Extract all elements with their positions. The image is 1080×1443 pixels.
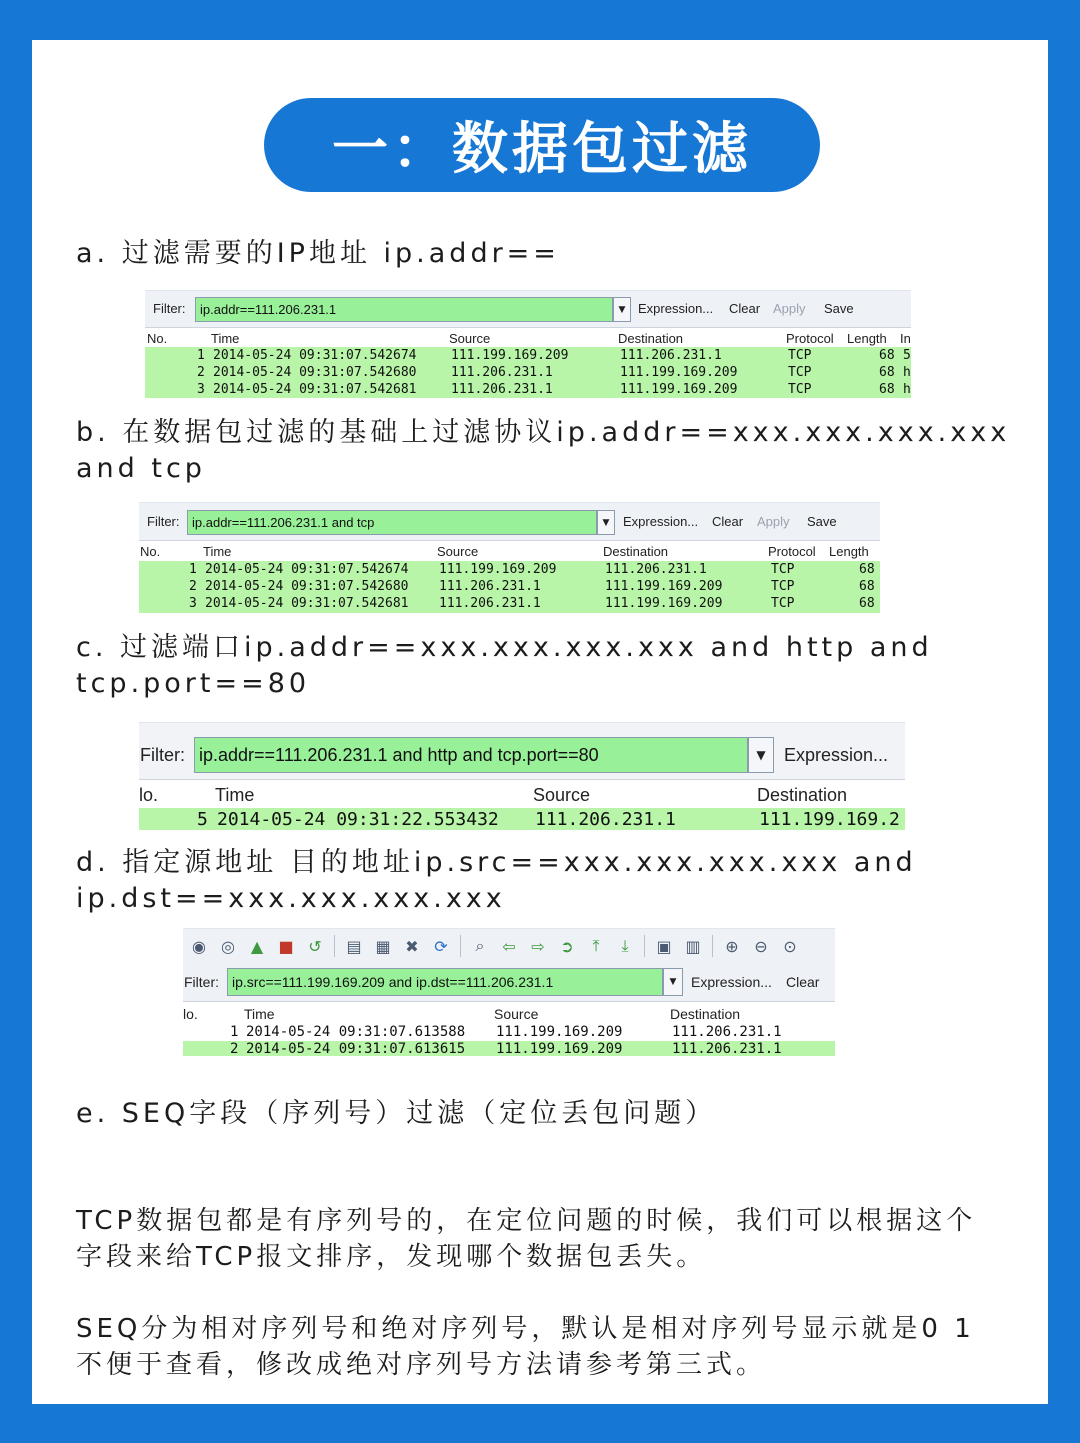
column-length[interactable]: Length: [847, 331, 887, 346]
cell-source: 111.206.231.1: [451, 365, 553, 380]
column-time[interactable]: Time: [215, 785, 255, 805]
column-protocol[interactable]: Protocol: [768, 544, 816, 559]
cell-length: 68: [879, 348, 895, 363]
cell-length: 68: [879, 382, 895, 397]
cell-destination: 111.206.231.1: [672, 1024, 782, 1040]
table-row[interactable]: [145, 381, 911, 398]
colorize-icon[interactable]: ▣: [656, 936, 672, 956]
section-d-heading-line1: d. 指定源地址 目的地址ip.src==xxx.xxx.xxx.xxx and: [76, 847, 917, 878]
cell-source: 111.206.231.1: [535, 809, 676, 830]
expression-button[interactable]: Expression...: [784, 745, 889, 765]
clear-button[interactable]: Clear: [729, 301, 761, 316]
autoscroll-icon[interactable]: ▥: [685, 936, 701, 956]
column-time[interactable]: Time: [203, 544, 232, 559]
column-no[interactable]: No.: [147, 331, 168, 346]
cell-destination: 111.206.231.1: [605, 562, 707, 577]
cell-no: 3: [189, 596, 197, 611]
section-c-heading-line2: tcp.port==80: [76, 668, 311, 699]
cell-protocol: TCP: [788, 365, 812, 380]
column-source[interactable]: Source: [533, 785, 591, 805]
cell-destination: 111.199.169.209: [620, 382, 738, 397]
column-time[interactable]: Time: [244, 1006, 275, 1022]
filter-dropdown-button[interactable]: [748, 737, 774, 773]
cell-no: 1: [230, 1024, 239, 1040]
section-c-heading-line1: c. 过滤端口ip.addr==xxx.xxx.xxx.xxx and http and: [76, 632, 933, 663]
save-file-icon[interactable]: ▦: [375, 936, 391, 956]
chevron-down-icon: ▼: [669, 977, 677, 987]
open-file-icon[interactable]: ▤: [346, 936, 362, 956]
page-card: [32, 40, 1048, 1404]
column-length[interactable]: Length: [829, 544, 869, 559]
cell-destination: 111.199.169.209: [605, 596, 723, 611]
packet-list-header: [139, 543, 880, 561]
paragraph-2-line2: 不便于查看，修改成绝对序列号方法请参考第三式。: [76, 1350, 767, 1380]
table-row[interactable]: [139, 578, 880, 595]
wireshark-panel-a: [145, 290, 911, 397]
column-no[interactable]: No.: [140, 544, 161, 559]
table-row[interactable]: [145, 347, 911, 364]
cell-destination: 111.199.169.209: [605, 579, 723, 594]
filter-toolbar: [139, 503, 880, 541]
table-row[interactable]: [139, 561, 880, 578]
last-packet-icon[interactable]: ⤓: [621, 936, 629, 955]
cell-protocol: TCP: [788, 382, 812, 397]
filter-toolbar: [183, 963, 835, 1002]
cell-time: 2014-05-24 09:31:07.542680: [213, 365, 417, 380]
cell-destination: 111.199.169.2: [759, 809, 900, 830]
options-icon[interactable]: ◎: [221, 936, 235, 956]
expression-button[interactable]: Expression...: [638, 301, 714, 316]
section-b-heading-line2: and tcp: [76, 453, 206, 484]
packet-list-header: [145, 329, 911, 347]
interfaces-icon[interactable]: ◉: [192, 936, 206, 956]
filter-dropdown-button[interactable]: [613, 297, 631, 322]
expression-button[interactable]: Expression...: [691, 974, 772, 990]
cell-no: 1: [197, 348, 205, 363]
wireshark-panel-c: [139, 722, 905, 830]
packet-list-header: [183, 1005, 835, 1023]
column-protocol[interactable]: Protocol: [786, 331, 834, 346]
reload-icon[interactable]: ⟳: [434, 936, 448, 956]
cell-length: 68: [859, 579, 875, 594]
cell-no: 5: [197, 809, 208, 830]
cell-time: 2014-05-24 09:31:07.542681: [205, 596, 409, 611]
wireshark-panel-b: [139, 502, 880, 613]
apply-button[interactable]: Apply: [757, 514, 790, 529]
filter-input[interactable]: ip.addr==111.206.231.1 and http and tcp.port==80: [194, 737, 748, 773]
cell-source: 111.206.231.1: [451, 382, 553, 397]
cell-time: 2014-05-24 09:31:07.542674: [205, 562, 409, 577]
cell-no: 1: [189, 562, 197, 577]
cell-time: 2014-05-24 09:31:07.542674: [213, 348, 417, 363]
chevron-down-icon: ▼: [602, 517, 610, 528]
go-forward-icon[interactable]: ⇨: [531, 936, 545, 956]
cell-source: 111.199.169.209: [439, 562, 557, 577]
cell-destination: 111.206.231.1: [672, 1041, 782, 1057]
column-source[interactable]: Source: [494, 1006, 539, 1022]
filter-label: Filter:: [140, 745, 185, 765]
column-destination[interactable]: Destination: [670, 1006, 741, 1022]
cell-length: 68: [859, 562, 875, 577]
toolbar-divider: [644, 935, 645, 957]
main-toolbar: [183, 929, 835, 964]
table-row[interactable]: [183, 1023, 835, 1041]
filter-label: Filter:: [153, 301, 186, 316]
column-destination[interactable]: Destination: [618, 331, 684, 346]
cell-time: 2014-05-24 09:31:07.613588: [246, 1024, 466, 1040]
start-capture-icon[interactable]: ▲: [250, 936, 264, 956]
filter-input[interactable]: ip.addr==111.206.231.1 and tcp: [187, 510, 597, 535]
cell-protocol: TCP: [771, 579, 795, 594]
cell-protocol: TCP: [771, 596, 795, 611]
cell-protocol: TCP: [771, 562, 795, 577]
filter-toolbar: [139, 723, 905, 780]
packet-list-header: [139, 783, 905, 807]
find-icon[interactable]: ⌕: [475, 936, 485, 955]
table-row[interactable]: [139, 808, 905, 830]
toolbar-divider: [712, 935, 713, 957]
column-destination[interactable]: Destination: [757, 785, 848, 805]
cell-length: 68: [859, 596, 875, 611]
restart-capture-icon[interactable]: ↺: [308, 936, 322, 956]
chevron-down-icon: ▼: [756, 748, 766, 762]
zoom-normal-icon[interactable]: ⊙: [783, 936, 797, 956]
column-time[interactable]: Time: [211, 331, 240, 346]
apply-button[interactable]: Apply: [773, 301, 806, 316]
column-info[interactable]: In: [900, 331, 911, 346]
cell-source: 111.206.231.1: [439, 596, 541, 611]
filter-label: Filter:: [147, 514, 180, 529]
cell-no: 2: [230, 1041, 239, 1057]
section-a-heading: a. 过滤需要的IP地址 ip.addr==: [76, 238, 560, 269]
cell-time: 2014-05-24 09:31:22.553432: [217, 809, 499, 830]
cell-source: 111.206.231.1: [439, 579, 541, 594]
paragraph-1-line1: TCP数据包都是有序列号的，在定位问题的时候，我们可以根据这个: [76, 1206, 977, 1236]
cell-time: 2014-05-24 09:31:07.542681: [213, 382, 417, 397]
filter-input[interactable]: ip.addr==111.206.231.1: [195, 297, 613, 322]
filter-dropdown-button[interactable]: [597, 510, 615, 535]
zoom-in-icon[interactable]: ⊕: [725, 936, 739, 956]
save-button[interactable]: Save: [807, 514, 837, 529]
stop-capture-icon[interactable]: ■: [278, 936, 294, 956]
cell-time: 2014-05-24 09:31:07.542680: [205, 579, 409, 594]
zoom-out-icon[interactable]: ⊖: [754, 936, 768, 956]
cell-length: 68: [879, 365, 895, 380]
section-e-heading: e. SEQ字段（序列号）过滤（定位丢包问题）: [76, 1098, 717, 1129]
cell-info: h: [903, 365, 911, 380]
filter-input[interactable]: ip.src==111.199.169.209 and ip.dst==111.206.231.1: [227, 968, 663, 996]
cell-no: 2: [189, 579, 197, 594]
cell-destination: 111.206.231.1: [620, 348, 722, 363]
cell-source: 111.199.169.209: [451, 348, 569, 363]
column-destination[interactable]: Destination: [603, 544, 669, 559]
go-back-icon[interactable]: ⇦: [502, 936, 516, 956]
page-title: 一：数据包过滤: [332, 117, 752, 182]
paragraph-2-line1: SEQ分为相对序列号和绝对序列号，默认是相对序列号显示就是0 1: [76, 1314, 975, 1344]
cell-destination: 111.199.169.209: [620, 365, 738, 380]
wireshark-panel-d: [183, 928, 835, 1056]
column-source[interactable]: Source: [449, 331, 491, 346]
cell-info: h: [903, 382, 911, 397]
first-packet-icon[interactable]: ⤒: [592, 936, 600, 955]
expression-button[interactable]: Expression...: [623, 514, 699, 529]
cell-source: 111.199.169.209: [496, 1041, 623, 1057]
save-button[interactable]: Save: [824, 301, 854, 316]
paragraph-1-line2: 字段来给TCP报文排序，发现哪个数据包丢失。: [76, 1242, 707, 1272]
section-b-heading-line1: b. 在数据包过滤的基础上过滤协议ip.addr==xxx.xxx.xxx.xxx: [76, 417, 1011, 448]
cell-no: 3: [197, 382, 205, 397]
cell-time: 2014-05-24 09:31:07.613615: [246, 1041, 466, 1057]
filter-label: Filter:: [184, 974, 219, 990]
table-row[interactable]: [183, 1041, 835, 1056]
cell-source: 111.199.169.209: [496, 1024, 623, 1040]
close-file-icon[interactable]: ✖: [405, 936, 419, 956]
toolbar-divider: [460, 935, 461, 957]
chevron-down-icon: ▼: [618, 304, 626, 315]
toolbar-divider: [334, 935, 335, 957]
cell-info: 5: [903, 348, 911, 363]
table-row[interactable]: [145, 364, 911, 381]
cell-no: 2: [197, 365, 205, 380]
filter-dropdown-button[interactable]: [663, 968, 683, 996]
clear-button[interactable]: Clear: [786, 974, 820, 990]
column-source[interactable]: Source: [437, 544, 479, 559]
column-no[interactable]: lo.: [139, 785, 159, 805]
clear-button[interactable]: Clear: [712, 514, 744, 529]
table-row[interactable]: [139, 595, 880, 613]
go-to-packet-icon[interactable]: ➲: [560, 936, 574, 956]
section-d-heading-line2: ip.dst==xxx.xxx.xxx.xxx: [76, 883, 506, 914]
filter-toolbar: [145, 291, 911, 328]
column-no[interactable]: lo.: [183, 1006, 198, 1022]
cell-protocol: TCP: [788, 348, 812, 363]
title-banner: [264, 98, 820, 192]
